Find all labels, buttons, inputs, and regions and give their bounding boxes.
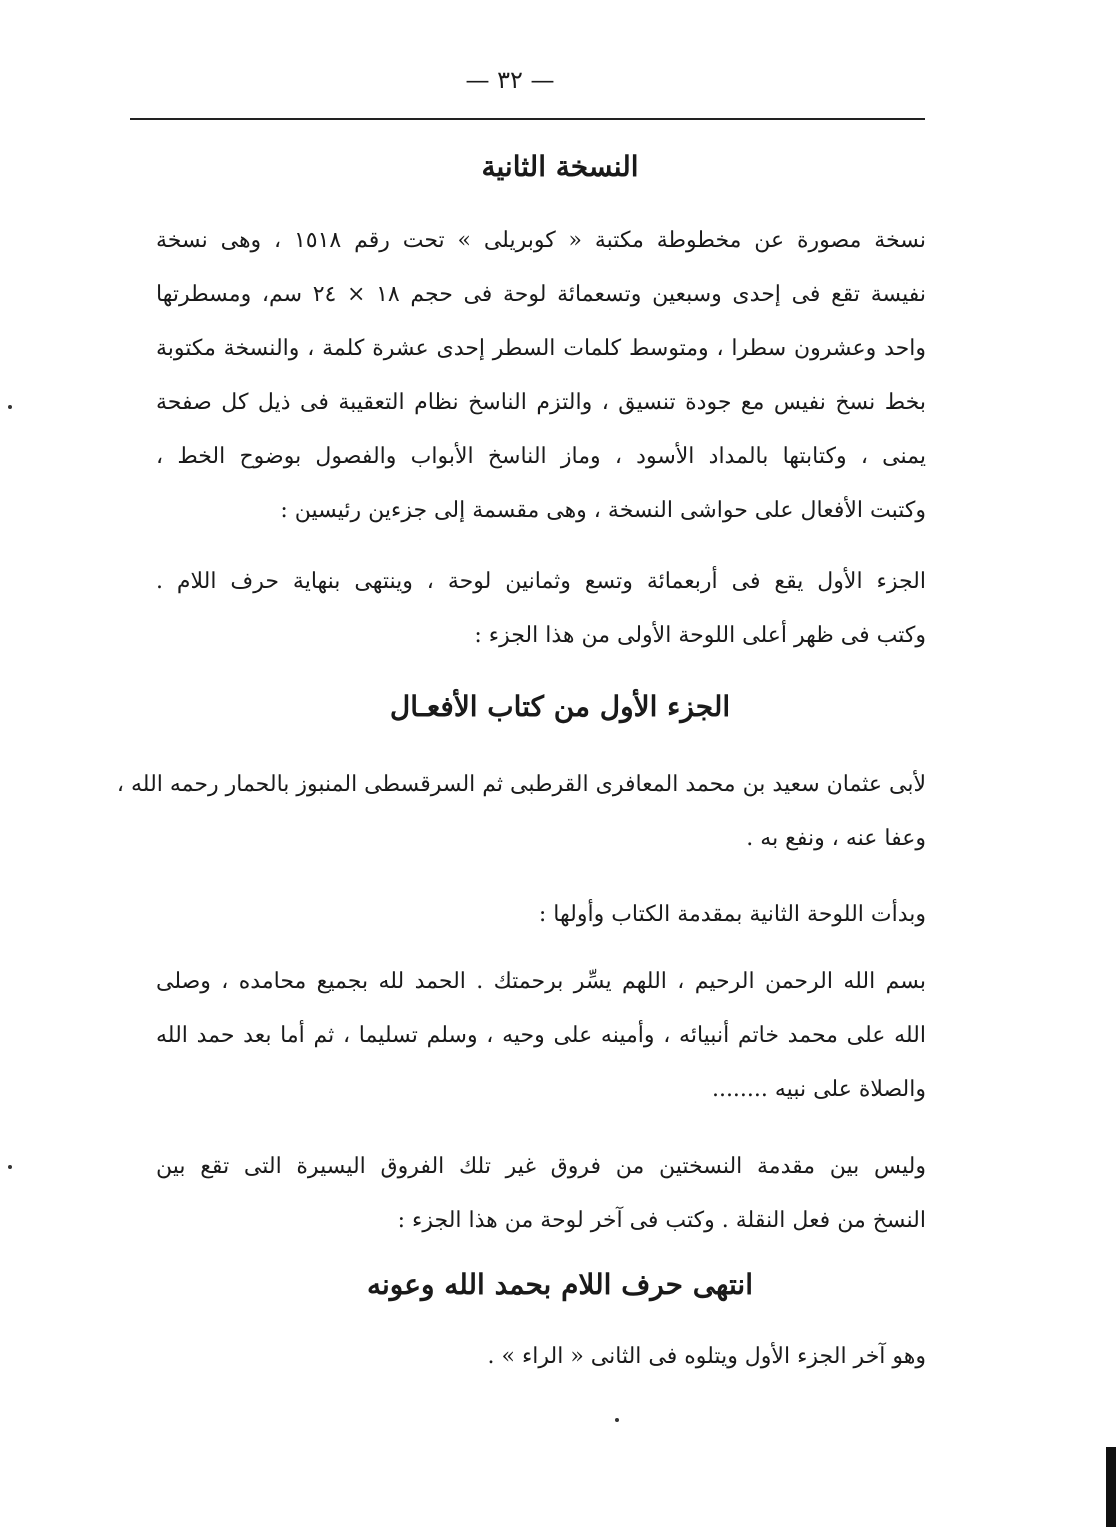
text-line: نفيسة تقع فى إحدى وسبعين وتسعمائة لوحة فى حجم ١٨ × ٢٤ سم، ومسطرتها bbox=[156, 282, 927, 307]
text-line: بخط نسخ نفيس مع جودة تنسيق ، والتزم الناسخ نظام التعقيبة فى ذيل كل صفحة bbox=[156, 390, 926, 415]
text-line: يمنى ، وكتابتها بالمداد الأسود ، وماز الناسخ الأبواب والفصول بوضوح الخط ، bbox=[156, 444, 926, 469]
opening-paragraph bbox=[156, 955, 926, 1117]
text-line: وعفا عنه ، ونفع به . bbox=[746, 826, 926, 851]
text-line: والصلاة على نبيه ........ bbox=[711, 1077, 926, 1102]
page-number: — ٣٢ — bbox=[465, 66, 555, 94]
text-line: الجزء الأول يقع فى أربعمائة وتسع وثمانين لوحة ، وينتهى بنهاية حرف اللام . bbox=[156, 569, 926, 594]
text-line: النسخ من فعل النقلة . وكتب فى آخر لوحة من هذا الجزء : bbox=[397, 1208, 926, 1233]
text-line: نسخة مصورة عن مخطوطة مكتبة « كوبريلى » تحت رقم ١٥١٨ ، وهى نسخة bbox=[156, 228, 927, 253]
margin-mark bbox=[615, 1418, 619, 1422]
text-line: واحد وعشرون سطرا ، ومتوسط كلمات السطر إحدى عشرة كلمة ، والنسخة مكتوبة bbox=[156, 336, 926, 361]
difference-paragraph bbox=[156, 1140, 926, 1248]
part-one-paragraph bbox=[156, 555, 926, 663]
author-paragraph bbox=[116, 758, 926, 866]
header-rule bbox=[130, 118, 925, 120]
text-line: وكتب فى ظهر أعلى اللوحة الأولى من هذا الجزء : bbox=[474, 623, 926, 648]
scan-edge-mark bbox=[1106, 1447, 1116, 1527]
closing-paragraph bbox=[156, 1330, 926, 1384]
second-plate-paragraph bbox=[156, 888, 926, 942]
text-line: وكتبت الأفعال على حواشى النسخة ، وهى مقسمة إلى جزءين رئيسين : bbox=[280, 498, 926, 523]
text-line: وليس بين مقدمة النسختين من فروق غير تلك الفروق اليسيرة التى تقع بين bbox=[156, 1154, 926, 1179]
text-line: لأبى عثمان سعيد بن محمد المعافرى القرطبى ثم السرقسطى المنبوز بالحمار رحمه الله ، bbox=[116, 772, 926, 797]
text-line: الله على محمد خاتم أنبيائه ، وأمينه على وحيه ، وسلم تسليما ، ثم أما بعد حمد الله bbox=[156, 1023, 926, 1048]
colophon-title: انتهى حرف اللام بحمد الله وعونه bbox=[367, 1268, 753, 1301]
margin-mark bbox=[8, 1165, 12, 1169]
margin-mark bbox=[8, 405, 12, 409]
section-title: النسخة الثانية bbox=[481, 150, 639, 183]
text-line: وهو آخر الجزء الأول ويتلوه فى الثانى « الراء » . bbox=[487, 1344, 926, 1369]
intro-paragraph bbox=[156, 214, 926, 538]
text-line: وبدأت اللوحة الثانية بمقدمة الكتاب وأولها : bbox=[538, 902, 926, 927]
text-line: بسم الله الرحمن الرحيم ، اللهم يسِّر برحمتك . الحمد لله بجميع محامده ، وصلى bbox=[156, 969, 926, 994]
book-title: الجزء الأول من كتاب الأفعـال bbox=[389, 690, 731, 723]
